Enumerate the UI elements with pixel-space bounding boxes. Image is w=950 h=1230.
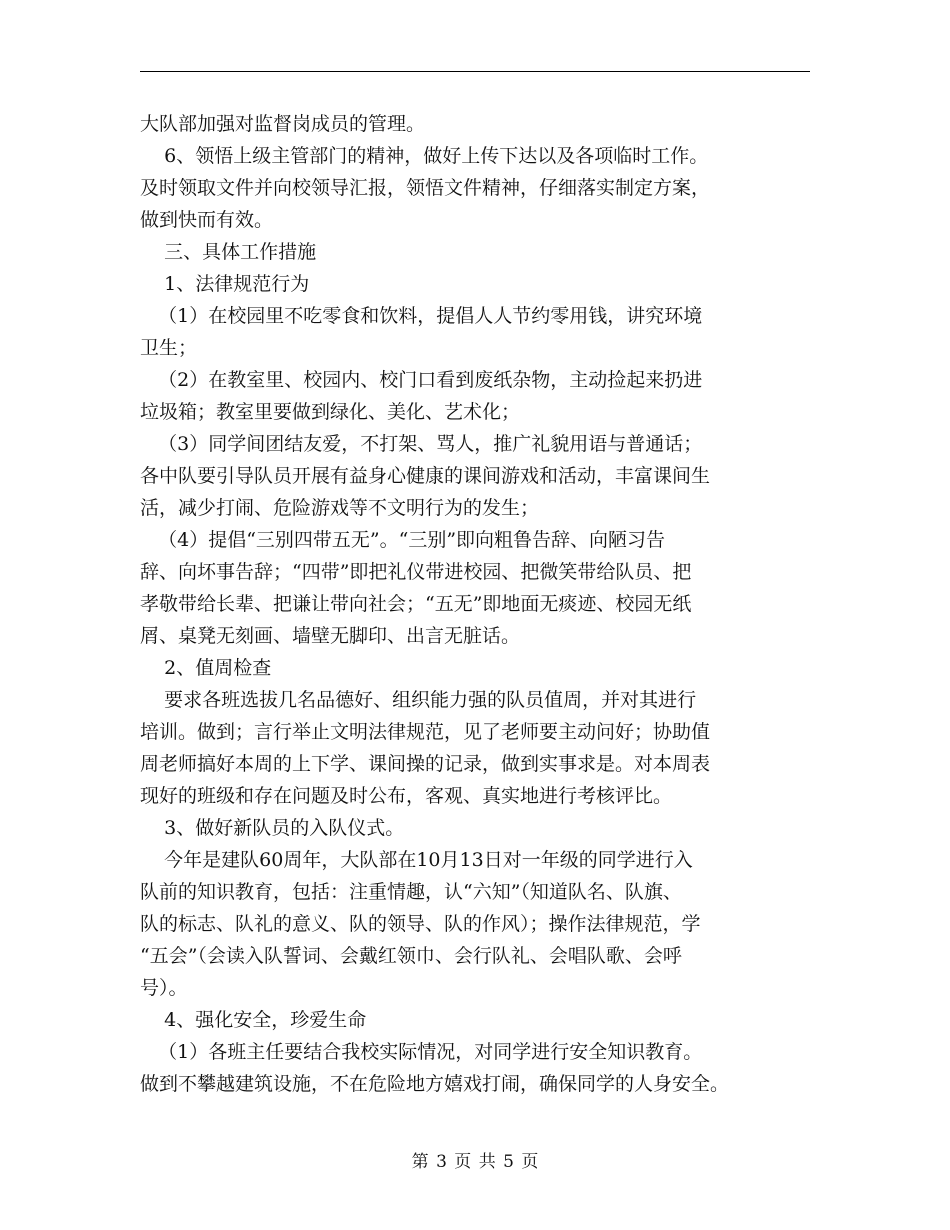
text-line: 屑、桌凳无刻画、墙壁无脚印、出言无脏话。 [140, 625, 521, 647]
text-line: 孝敬带给长辈、把谦让带向社会；“五无”即地面无痰迹、校园无纸 [140, 593, 692, 615]
subsection-heading: 3、做好新队员的入队仪式。 [140, 817, 405, 839]
text-line: （4）提倡“三别四带五无”。“三别”即向粗鲁告辞、向陋习告 [140, 529, 666, 551]
text-line: 要求各班选拔几名品德好、组织能力强的队员值周，并对其进行 [140, 689, 697, 711]
text-line: 卫生； [140, 337, 198, 359]
text-line: （1）在校园里不吃零食和饮料，提倡人人节约零用钱，讲究环境 [140, 305, 703, 327]
text-line: “五会”（会读入队誓词、会戴红领巾、会行队礼、会唱队歌、会呼 [140, 945, 682, 967]
text-line: 队前的知识教育，包括：注重情趣，认“六知”（知道队名、队旗、 [140, 881, 682, 903]
document-body [140, 108, 810, 1100]
text-line: 号）。 [140, 977, 188, 999]
text-line: 辞、向坏事告辞；“四带”即把礼仪带进校园、把微笑带给队员、把 [140, 561, 692, 583]
subsection-heading: 4、强化安全，珍爱生命 [140, 1009, 367, 1031]
text-line: （1）各班主任要结合我校实际情况，对同学进行安全知识教育。 [140, 1041, 703, 1063]
header-rule [140, 71, 810, 72]
text-line: 垃圾箱；教室里要做到绿化、美化、艺术化； [140, 401, 521, 423]
text-line: （2）在教室里、校园内、校门口看到废纸杂物，主动捡起来扔进 [140, 369, 703, 391]
text-line: 现好的班级和存在问题及时公布，客观、真实地进行考核评比。 [140, 785, 673, 807]
section-heading: 三、具体工作措施 [140, 241, 317, 263]
subsection-heading: 1、法律规范行为 [140, 273, 310, 295]
text-line: 今年是建队60周年，大队部在10月13日对一年级的同学进行入 [140, 849, 693, 871]
subsection-heading: 2、值周检查 [140, 657, 272, 679]
text-line: 做到快而有效。 [140, 209, 274, 231]
text-line: 培训。做到；言行举止文明法律规范，见了老师要主动问好；协助值 [140, 721, 711, 743]
text-line: 大队部加强对监督岗成员的管理。 [140, 113, 426, 135]
text-line: 队的标志、队礼的意义、队的领导、队的作风）；操作法律规范，学 [140, 913, 701, 935]
text-line: 周老师搞好本周的上下学、课间操的记录，做到实事求是。对本周表 [140, 753, 711, 775]
text-line: （3）同学间团结友爱，不打架、骂人，推广礼貌用语与普通话； [140, 433, 703, 455]
text-line: 活，减少打闹、危险游戏等不文明行为的发生； [140, 497, 540, 519]
page-number-footer: 第 3 页 共 5 页 [411, 1152, 539, 1172]
text-line: 各中队要引导队员开展有益身心健康的课间游戏和活动，丰富课间生 [140, 465, 711, 487]
text-line: 6、领悟上级主管部门的精神，做好上传下达以及各项临时工作。 [140, 145, 709, 167]
text-line: 做到不攀越建筑设施，不在危险地方嬉戏打闹，确保同学的人身安全。 [140, 1073, 730, 1095]
text-line: 及时领取文件并向校领导汇报，领悟文件精神，仔细落实制定方案， [140, 177, 711, 199]
